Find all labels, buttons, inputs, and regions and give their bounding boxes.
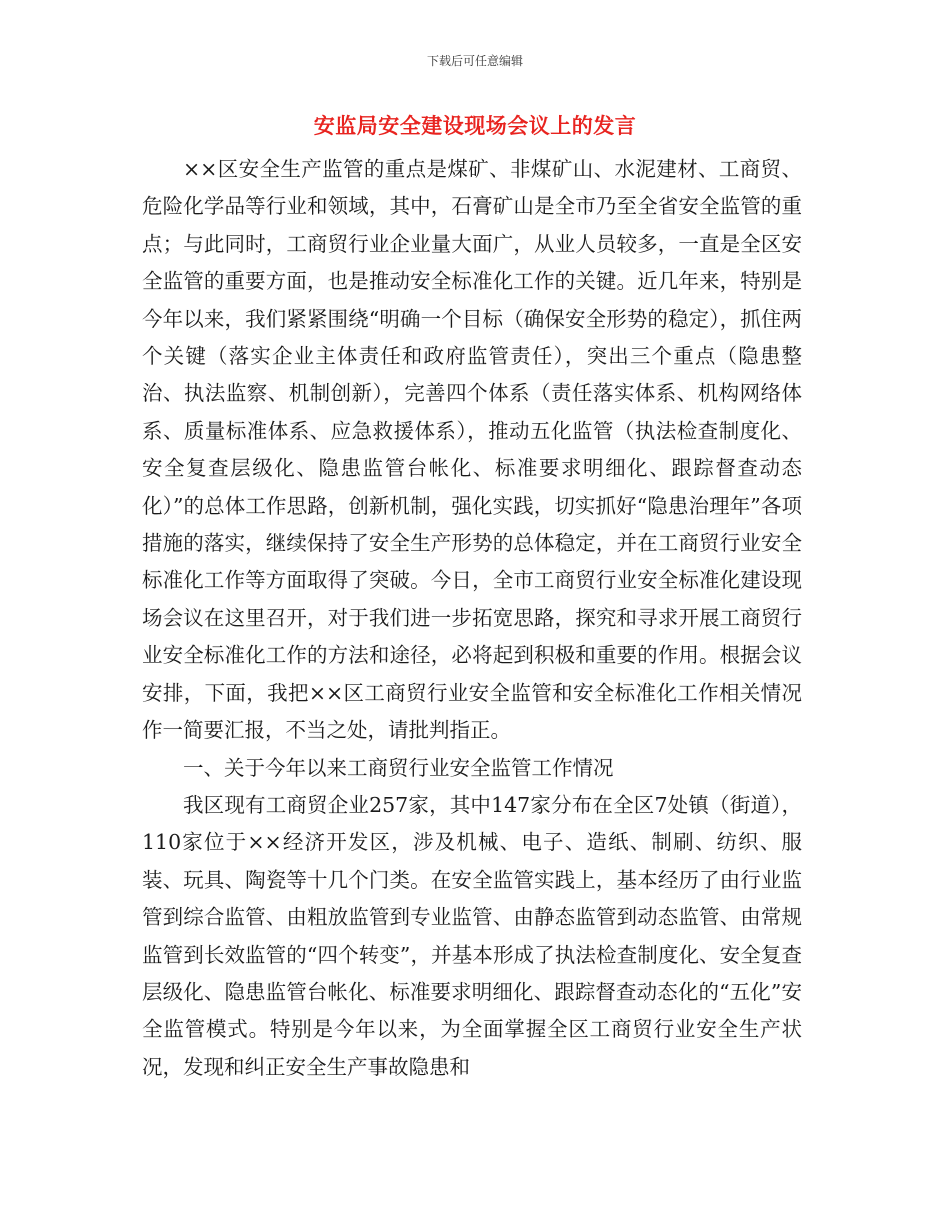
document-body bbox=[142, 151, 802, 1086]
paragraph-section-1: 我区现有工商贸企业257家，其中147家分布在全区7处镇（街道），110家位于××经济开发区，涉及机械、电子、造纸、制刷、纺织、服装、玩具、陶瓷等十几个门类。在安全监管实践上，基本经历了由行业监管到综合监管、由粗放监管到专业监管、由静态监管到动态监管、由常规监管到长效监管的“四个转变”，并基本形成了执法检查制度化、安全复查层级化、隐患监管台帐化、标准要求明细化、跟踪督查动态化的“五化”安全监管模式。特别是今年以来，为全面掌握全区工商贸行业安全生产状况，发现和纠正安全生产事故隐患和 bbox=[142, 792, 802, 1079]
section-heading: 一、关于今年以来工商贸行业安全监管工作情况 bbox=[183, 755, 614, 780]
paragraph-intro: ××区安全生产监管的重点是煤矿、非煤矿山、水泥建材、工商贸、危险化学品等行业和领域，其中，石膏矿山是全市乃至全省安全监管的重点；与此同时，工商贸行业企业量大面广，从业人员较多，一直是全区安全监管的重要方面，也是推动安全标准化工作的关键。近几年来，特别是今年以来，我们紧紧围绕“明确一个目标（确保安全形势的稳定），抓住两个关键（落实企业主体责任和政府监管责任），突出三个重点（隐患整治、执法监察、机制创新），完善四个体系（责任落实体系、机构网络体系、质量标准体系、应急救援体系），推动五化监管（执法检查制度化、安全复查层级化、隐患监管台帐化、标准要求明细化、跟踪督查动态化）”的总体工作思路，创新机制，强化实践，切实抓好“隐患治理年”各项措施的落实，继续保持了安全生产形势的总体稳定，并在工商贸行业安全标准化工作等方面取得了突破。今日，全市工商贸行业安全标准化建设现场会议在这里召开，对于我们进一步拓宽思路，探究和寻求开展工商贸行业安全标准化工作的方法和途径，必将起到积极和重要的作用。根据会议安排，下面，我把××区工商贸行业安全监管和安全标准化工作相关情况作一简要汇报，不当之处，请批判指正。 bbox=[142, 157, 802, 743]
document-title: 安监局安全建设现场会议上的发言 bbox=[313, 114, 637, 138]
header-note: 下载后可任意编辑 bbox=[426, 54, 523, 68]
